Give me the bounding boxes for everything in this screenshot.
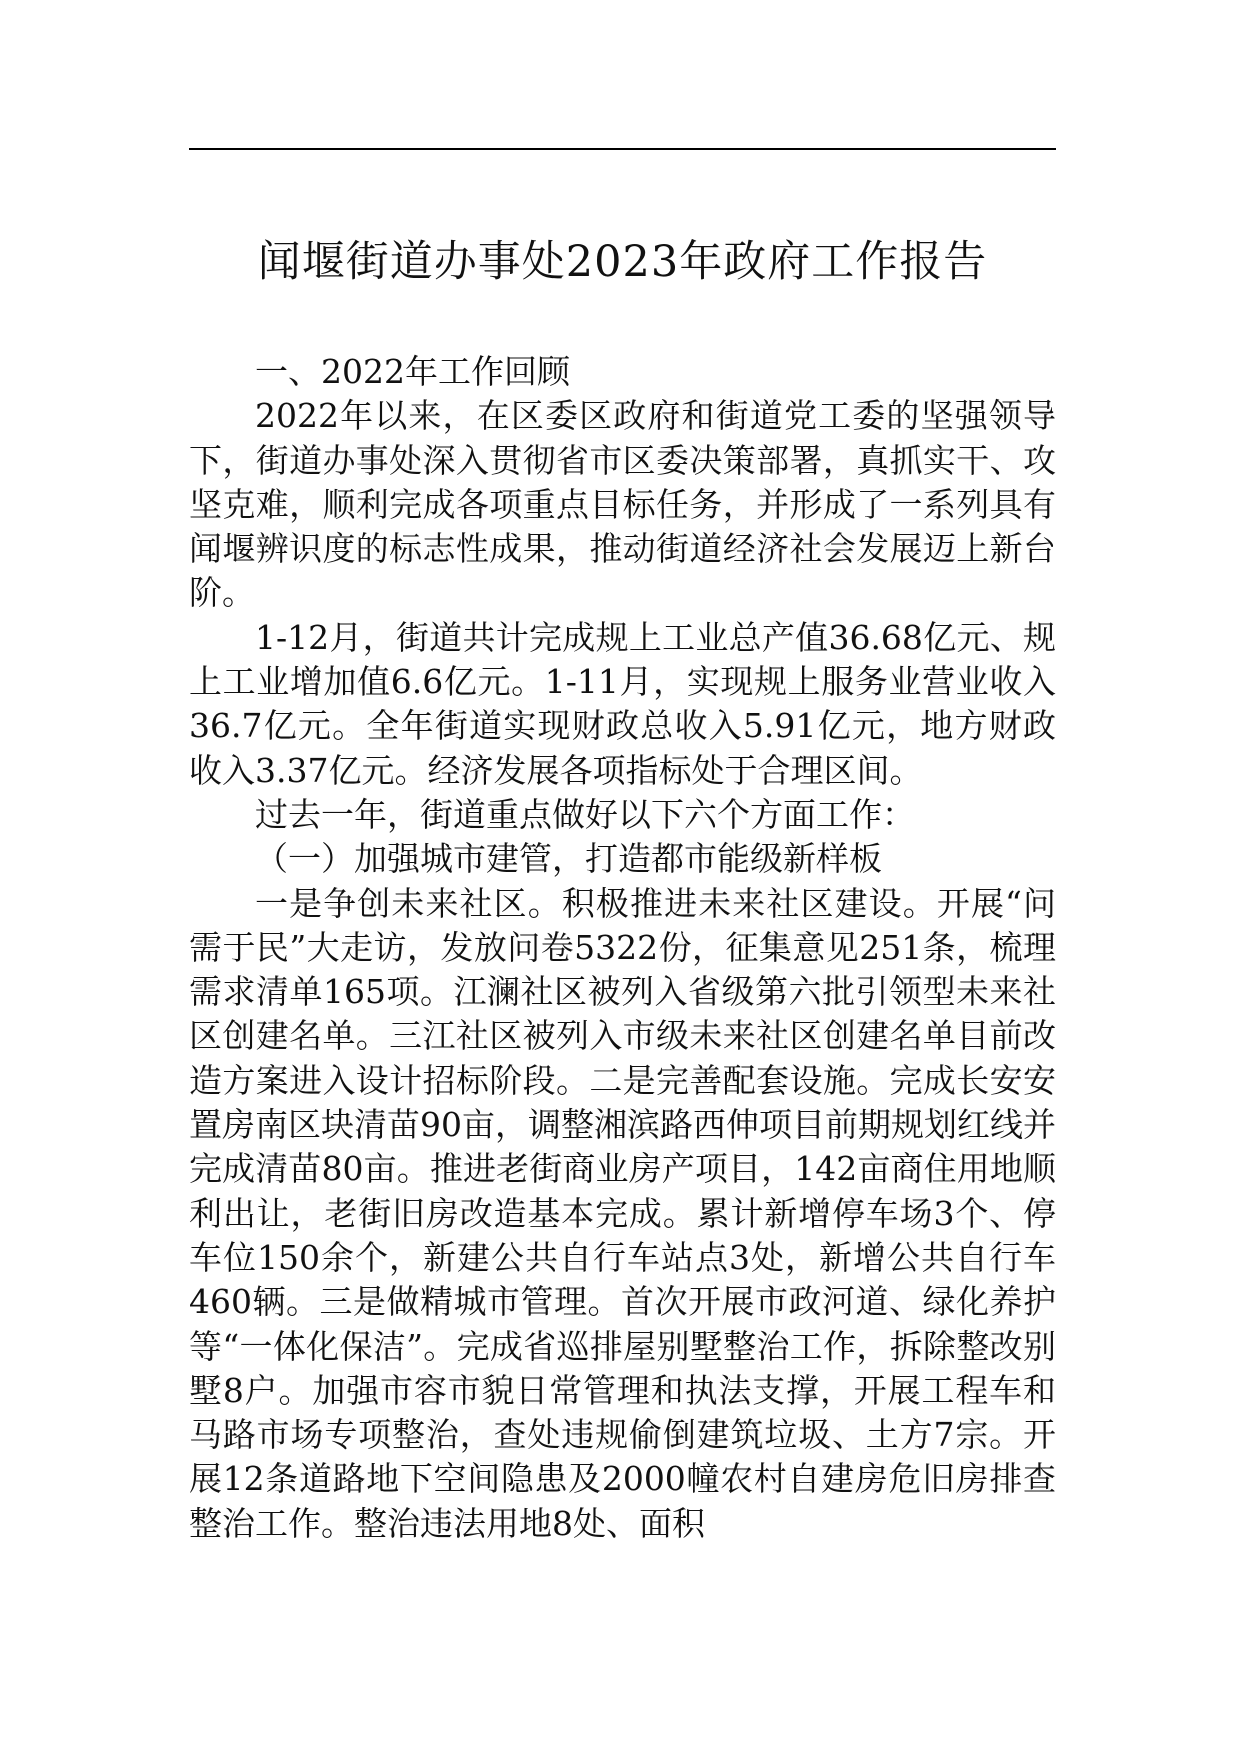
paragraph-economic-figures: 1-12月，街道共计完成规上工业总产值36.68亿元、规上工业增加值6.6亿元。1-11月，实现规上服务业营业收入36.7亿元。全年街道实现财政总收入5.91亿元，地方财政收入3.37亿元。经济发展各项指标处于合理区间。: [189, 617, 1056, 790]
header-rule: [189, 148, 1056, 150]
subsection-heading-urban-construction: （一）加强城市建管，打造都市能级新样板: [255, 839, 882, 879]
document-title: 闻堰街道办事处2023年政府工作报告: [257, 237, 988, 287]
paragraph-six-aspects: 过去一年，街道重点做好以下六个方面工作：: [255, 794, 915, 834]
document-body: [189, 350, 1056, 1546]
paragraph-intro: 2022年以来，在区委区政府和街道党工委的坚强领导下，街道办事处深入贯彻省市区委决策部署，真抓实干、攻坚克难，顺利完成各项重点目标任务，并形成了一系列具有闻堰辨识度的标志性成果，推动街道经济社会发展迈上新台阶。: [189, 396, 1056, 613]
paragraph-urban-construction: 一是争创未来社区。积极推进未来社区建设。开展“问需于民”大走访，发放问卷5322份，征集意见251条，梳理需求清单165项。江澜社区被列入省级第六批引领型未来社区创建名单。三江社区被列入市级未来社区创建名单目前改造方案进入设计招标阶段。二是完善配套设施。完成长安安置房南区块清苗90亩，调整湘滨路西伸项目前期规划红线并完成清苗80亩。推进老街商业房产项目，142亩商住用地顺利出让，老街旧房改造基本完成。累计新增停车场3个、停车位150余个，新建公共自行车站点3处，新增公共自行车460辆。三是做精城市管理。首次开展市政河道、绿化养护等“一体化保洁”。完成省巡排屋别墅整治工作，拆除整改别墅8户。加强市容市貌日常管理和执法支撑，开展工程车和马路市场专项整治，查处违规偷倒建筑垃圾、土方7宗。开展12条道路地下空间隐患及2000幢农村自建房危旧房排查整治工作。整治违法用地8处、面积: [189, 883, 1056, 1543]
section-heading-review: 一、2022年工作回顾: [255, 352, 570, 391]
